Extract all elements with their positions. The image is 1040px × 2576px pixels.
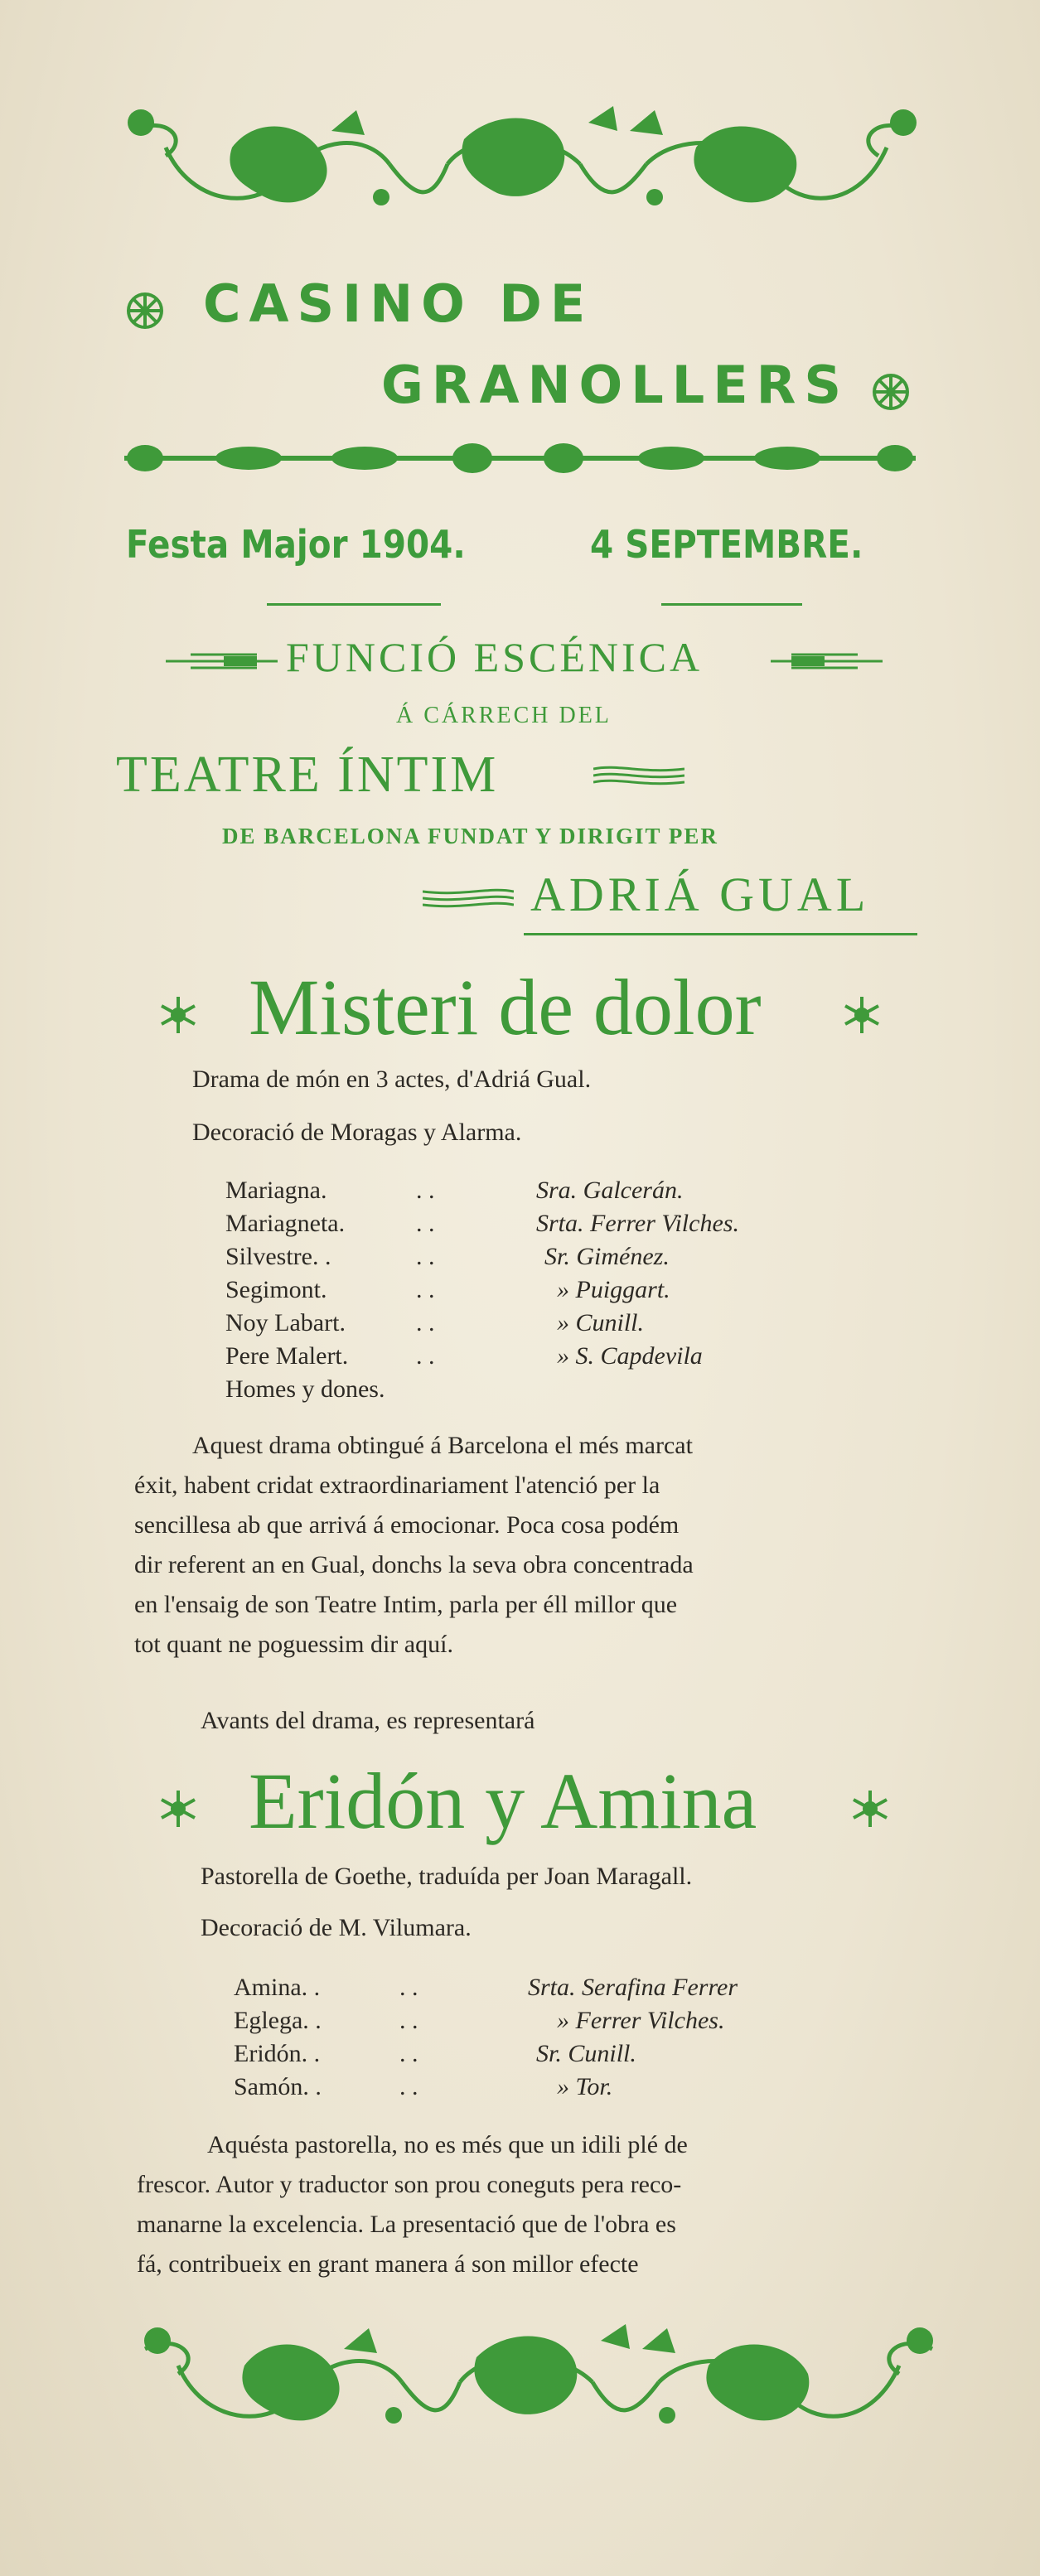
play-2-subtitle: Pastorella de Goethe, traduída per Joan Maragall. — [201, 1863, 693, 1890]
description-line: Aquest drama obtingué á Barcelona el més marcat — [192, 1432, 693, 1459]
description-line: tot quant ne poguessim dir aquí. — [134, 1631, 453, 1658]
event-date: 4 SEPTEMBRE. — [590, 522, 863, 567]
divider-line — [661, 603, 802, 606]
a-carrech-del: Á CÁRRECH DEL — [396, 703, 612, 728]
rosette-icon — [124, 290, 166, 331]
play-1-title: Misteri de dolor — [249, 963, 762, 1051]
cast-row: Noy Labart. . . » Cunill. — [225, 1309, 645, 1336]
cast-row: Segimont. . . » Puiggart. — [225, 1276, 670, 1303]
description-line: dir referent an en Gual, donchs la seva obra concentrada — [134, 1551, 694, 1578]
play-2-decor: Decoració de M. Vilumara. — [201, 1914, 472, 1941]
teatre-intim: TEATRE ÍNTIM — [116, 747, 499, 803]
description-line: en l'ensaig de son Teatre Intim, parla per éll millor que — [134, 1591, 678, 1618]
cast-row: Mariagna. . . Sra. Galcerán. — [225, 1177, 684, 1204]
snowflake-icon — [841, 994, 883, 1036]
fundat-y-dirigit: DE BARCELONA FUNDAT Y DIRIGIT PER — [222, 824, 718, 848]
intro-play-2: Avants del drama, es representará — [201, 1707, 535, 1734]
director-name: ADRIÁ GUAL — [530, 868, 870, 921]
cast-row: Pere Malert. . . » S. Capdevila — [225, 1342, 703, 1370]
description-line: manarne la excelencia. La presentació que de l'obra es — [137, 2211, 676, 2238]
leaf-border-ornament — [124, 437, 916, 479]
divider-line — [267, 603, 441, 606]
play-1-subtitle: Drama de món en 3 actes, d'Adriá Gual. — [192, 1066, 592, 1093]
flourish-left-icon — [423, 885, 514, 910]
cast-row: Eglega. . . . » Ferrer Vilches. — [234, 2007, 725, 2034]
description-line: éxit, habent cridat extraordinariament l'atenció per la — [134, 1472, 660, 1499]
cast-row: Samón. . . . » Tor. — [234, 2073, 613, 2100]
play-1-decor: Decoració de Moragas y Alarma. — [192, 1119, 522, 1146]
cast-row: Amina. . . . Srta. Serafina Ferrer — [234, 1974, 738, 2001]
festa-major: Festa Major 1904. — [126, 522, 466, 567]
title-line-1: CASINO DE — [203, 273, 594, 334]
divider-line — [524, 933, 917, 935]
flourish-right-icon — [593, 762, 684, 787]
cast-row: Silvestre. . . . Sr. Giménez. — [225, 1243, 670, 1270]
rosette-icon — [870, 371, 912, 413]
cast-row: Mariagneta. . . Srta. Ferrer Vilches. — [225, 1210, 739, 1237]
bottom-floral-ornament — [137, 2316, 941, 2448]
cast-row: Eridón. . . . Sr. Cunill. — [234, 2040, 636, 2067]
snowflake-icon — [157, 994, 199, 1036]
description-line: sencillesa ab que arrivá á emocionar. Poca cosa podém — [134, 1511, 680, 1539]
flourish-right-icon — [771, 645, 883, 678]
description-line: fá, contribueix en grant manera á son millor efecte — [137, 2250, 639, 2278]
snowflake-icon — [849, 1788, 891, 1829]
flourish-left-icon — [166, 645, 278, 678]
description-line: Aquésta pastorella, no es més que un idili plé de — [207, 2131, 688, 2158]
top-floral-ornament — [116, 98, 928, 230]
snowflake-icon — [157, 1788, 199, 1829]
cast-extras: Homes y dones. — [225, 1375, 385, 1403]
play-2-title: Eridón y Amina — [249, 1757, 757, 1845]
funcio-escenica: FUNCIÓ ESCÉNICA — [286, 634, 704, 680]
description-line: frescor. Autor y traductor son prou coneguts pera reco- — [137, 2171, 682, 2198]
title-line-2: GRANOLLERS — [381, 355, 849, 415]
